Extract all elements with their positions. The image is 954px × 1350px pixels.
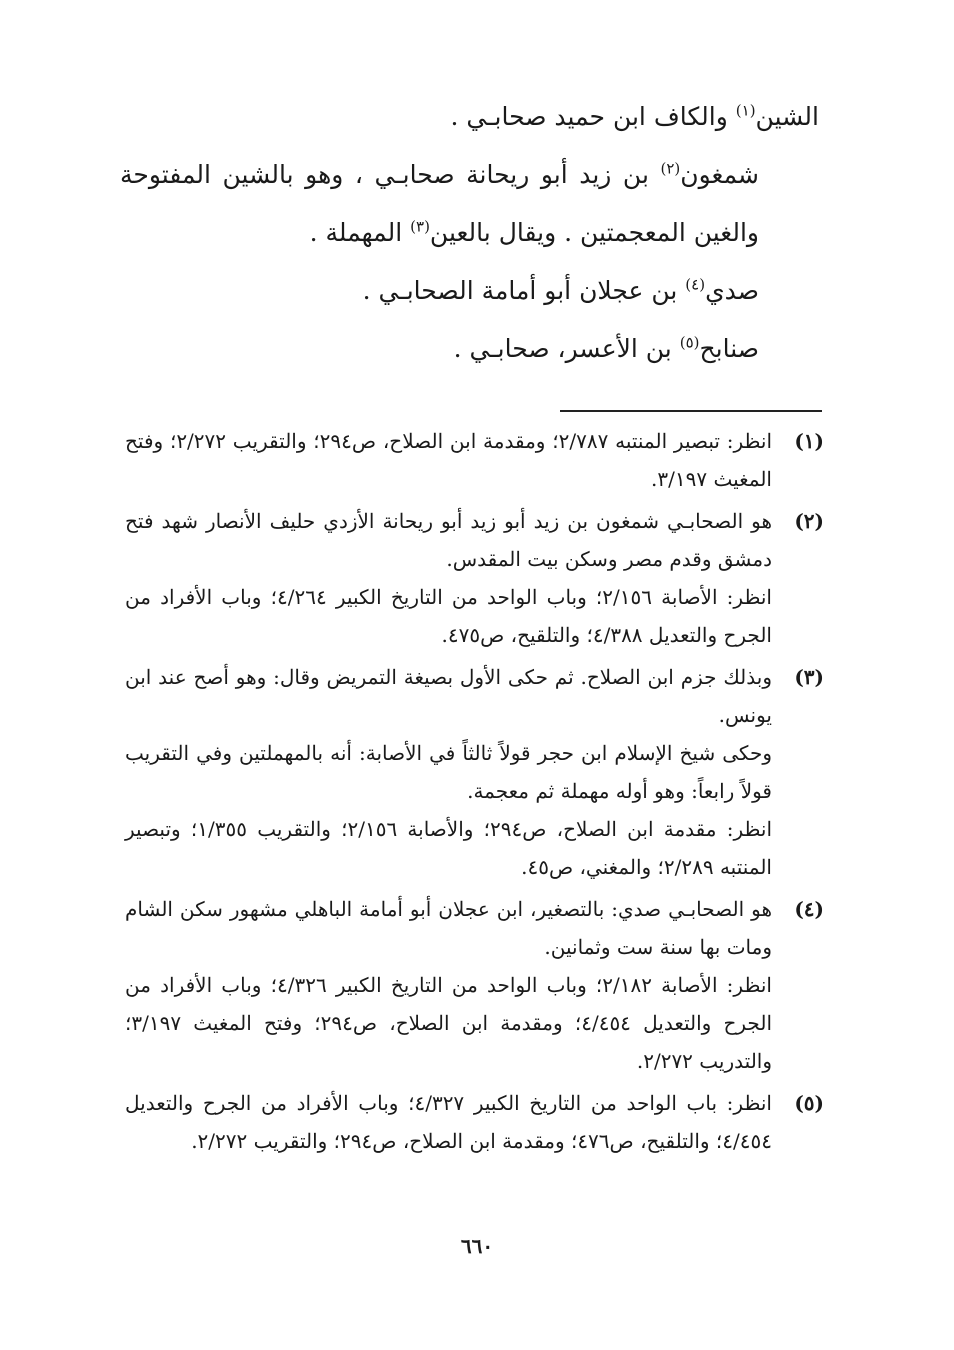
footnote-number: (١) [794,429,824,453]
footnote-text: انظر: باب الواحد من التاريخ الكبير ٤/٣٢٧؛ وباب الأفراد من الجرح والتعديل ٤/٤٥٤؛ والتلقيح، ص٤٧٦؛ ومقدمة ابن الصلاح، ص٢٩٤؛ والتقريب ٢/٢٧٢. [125,1091,772,1153]
footnote-text: انظر: الأصابة ٢/١٥٦؛ وباب الواحد من التاريخ الكبير ٤/٢٦٤؛ وباب الأفراد من الجرح والتعديل ٤/٣٨٨؛ والتلقيح، ص٤٧٥. [125,585,772,647]
main-line-4: صنابح$^{(٥)}$ بن الأعسر، صحابـي . [453,333,759,363]
footnote-ref-5[interactable]: (٥) [679,333,700,352]
footnote-4 [125,890,824,1080]
footnote-text: وحكى شيخ الإسلام ابن حجر قولاً ثالثاً في الأصابة: أنه بالمهملتين وفي التقريب قولاً رابعاً: وهو أوله مهملة ثم معجمة. [125,741,772,803]
footnote-ref-3[interactable]: (٣) [410,217,430,236]
main-text [120,88,819,378]
footnote-number: (٤) [794,897,824,921]
footnote-text: هو الصحابـي شمغون بن زيد أبو زيد أبو ريحانة الأزدي حليف الأنصار شهد فتح دمشق وقدم مصر وسكن بيت المقدس. [125,509,772,571]
footnote-number: (٢) [794,509,824,533]
footnote-text: وبذلك جزم ابن الصلاح. ثم حكى الأول بصيغة التمريض وقال: وهو أصح عند ابن يونس. [125,665,772,727]
footnote-5 [125,1084,824,1160]
footnote-text: هو الصحابـي صدي: بالتصغير، ابن عجلان أبو أمامة الباهلي مشهور سكن الشام ومات بها سنة ست وثمانين. [125,897,772,959]
footnote-text: انظر: مقدمة ابن الصلاح، ص٢٩٤؛ والأصابة ٢/١٥٦؛ والتقريب ١/٣٥٥؛ وتبصير المنتبه ٢/٢٨٩؛ والمغني، ص٤٥. [125,817,773,879]
footnote-1 [125,422,824,498]
footnote-ref-1[interactable]: (١) [735,101,756,120]
footnote-number: (٥) [794,1091,824,1115]
main-line-1: الشين$^{(١)}$ والكاف ابن حميد صحابـي . [450,101,819,131]
footnote-3 [125,658,824,886]
footnote-2 [125,502,824,654]
footnote-text: انظر: الأصابة ٢/١٨٢؛ وباب الواحد من التاريخ الكبير ٤/٣٢٦؛ وباب الأفراد من الجرح والتعديل ٤/٤٥٤؛ ومقدمة ابن الصلاح، ص٢٩٤؛ وفتح المغيث ٣/١٩٧؛ والتدريب ٢/٢٧٢. [125,973,772,1073]
main-line-2: شمغون$^{(٢)}$ بن زيد أبو ريحانة صحابـي ، وهو بالشين المفتوحة والغين المعجمتين . ويقال بالعين$^{(٣)}$ المهملة . [120,159,759,247]
main-line-3: صدي$^{(٤)}$ بن عجلان أبو أمامة الصحابـي . [362,275,759,305]
footnote-ref-2[interactable]: (٢) [660,159,681,178]
footnote-text: انظر: تبصير المنتبه ٢/٧٨٧؛ ومقدمة ابن الصلاح، ص٢٩٤؛ والتقريب ٢/٢٧٢؛ وفتح المغيث ٣/١٩٧. [125,429,773,491]
footnote-number: (٣) [794,665,824,689]
footnotes [125,422,824,1164]
footnote-separator [560,410,822,412]
page-number: ٦٦٠ [460,1234,494,1258]
footnote-ref-4[interactable]: (٤) [685,275,706,294]
